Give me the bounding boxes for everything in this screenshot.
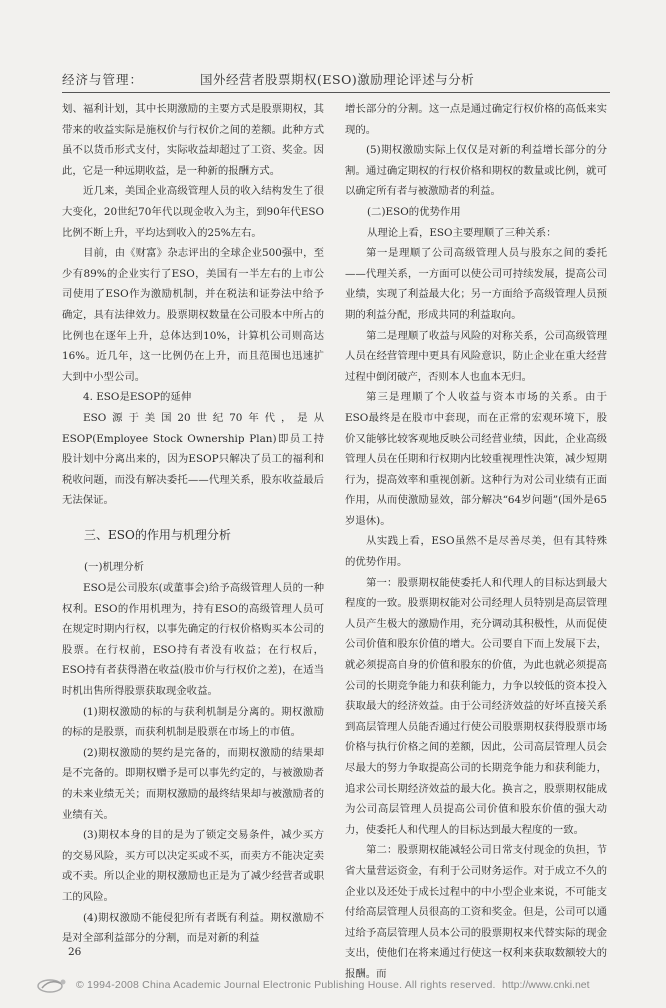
paragraph: 第二是理顺了收益与风险的对称关系，公司高级管理人员在经营管理中更具有风险意识，防止企业在重大经营过程中倒闭破产，否则本人也血本无归。 bbox=[345, 329, 607, 383]
paragraph: 目前，由《财富》杂志评出的全球企业500强中，至少有89%的企业实行了ESO，美国有一半左右的上市公司使用了ESO作为激励机制，并在税法和证券法中给予确定，具有法律效力。股票期权数量在公司股本中所占的比例也在逐年上升，总体达到10%，计算机公司则高达16%。近几年，这一比例仍在上升，而且范围也迅速扩大到中小型公司。 bbox=[62, 247, 324, 383]
cnki-link[interactable]: http://www.cnki.net bbox=[502, 979, 590, 991]
paragraph: 第一：股票期权能使委托人和代理人的目标达到最大程度的一致。股票期权能对公司经理人员特别是高层管理人员产生极大的激励作用，充分调动其积极性，从而促使公司价值和股东价值的增大。公司要自下而上发展下去，就必须提高自身的价值和股东的价值，为此也就必须提高公司的长期竞争能力和获利能力，力争以较低的资本投入获取最大的经济效益。由于公司经济效益的好坏直接关系到高层管理人员能否通过行使公司股票期权获得股票市场价格与执行价格之间的差额，因此，公司高层管理人员会尽最大的努力争取提高公司的长期竞争能力和获利能力，追求公司长期经济效益的最大化。换言之，股票期权能成为公司高层管理人员提高公司价值和股东价值的强大动力，使委托人和代理人的目标达到最大程度的一致。 bbox=[345, 576, 607, 836]
paragraph: (3)期权本身的目的是为了锁定交易条件，减少买方的交易风险，买方可以决定买或不买，而卖方不能决定卖或不卖。所以企业的期权激励也正是为了减少经营者或职工的风险。 bbox=[62, 829, 324, 903]
paragraph: (2)期权激励的契约是完备的，而期权激励的结果却是不完备的。即期权赠予是可以事先约定的，与被激励者的未来业绩无关；而期权激励的最终结果却与被激励者的业绩有关。 bbox=[62, 746, 324, 821]
right-column bbox=[345, 99, 607, 985]
subsection-heading: (二)ESO的优势作用 bbox=[367, 205, 461, 218]
paragraph: (1)期权激励的标的与获利机制是分离的。期权激励的标的是股票，而获利机制是股票在市场上的市值。 bbox=[62, 705, 324, 739]
subsection-heading: 从理论上看，ESO主要理顺了三种关系： bbox=[367, 226, 557, 239]
paragraph: 增长部分的分割。这一点是通过确定行权价格的高低来实现的。 bbox=[345, 103, 607, 136]
paragraph: ESO源于美国20世纪70年代，是从ESOP(Employee Stock Ownership Plan)即员工持股计划中分离出来的，因为ESOP只解决了员工的福利和税收问题，而没有解决委托——代理关系，股东收益最后无法保证。 bbox=[62, 411, 324, 507]
paragraph: 第三是理顺了个人收益与资本市场的关系。由于ESO最终是在股市中套现，而在正常的宏观环境下，股价又能够比较客观地反映公司经营业绩，因此，企业高级管理人员在任期和行权期内比较重视理性决策，减少短期行为，提高效率和重视创新。这种行为对公司业绩有正面作用，从而使激励显效，部分解决“64岁问题”(国外是65岁退休)。 bbox=[345, 391, 607, 527]
running-header bbox=[62, 66, 610, 93]
subsection-heading: 4. ESO是ESOP的延伸 bbox=[83, 391, 192, 404]
page-number: 26 bbox=[68, 946, 82, 958]
left-column bbox=[62, 99, 324, 949]
paragraph: 近几来，美国企业高级管理人员的收入结构发生了很大变化，20世纪70年代以现金收入为主，到90年代ESO比例不断上升，平均达到收入的25%左右。 bbox=[62, 185, 324, 239]
paragraph: ESO是公司股东(或董事会)给予高级管理人员的一种权利。ESO的作用机理为，持有ESO的高级管理人员可在规定时期内行权，以事先确定的行权价格购买本公司的股票。在行权前，ESO持有者没有收益；在行权后，ESO持有者获得潜在收益(股市价与行权价之差)，在适当时机出售所得股票获取现金收益。 bbox=[62, 582, 324, 698]
paragraph: 第一是理顺了公司高级管理人员与股东之间的委托——代理关系，一方面可以使公司可持续发展，提高公司业绩，实现了利益最大化；另一方面给予高级管理人员预期的利益分配，形成共同的利益取向。 bbox=[345, 247, 607, 321]
paragraph: 划、福利计划，其中长期激励的主要方式是股票期权，其带来的收益实际是施权价与行权价之间的差额。此种方式虽不以货币形式支付，实际收益却超过了工资、奖金。因此，它是一种远期收益，是一种新的报酬方式。 bbox=[62, 103, 324, 177]
footer bbox=[36, 975, 616, 997]
subsection-heading: (一)机理分析 bbox=[84, 561, 145, 574]
article-title: 国外经营者股票期权(ESO)激励理论评述与分析 bbox=[200, 72, 475, 87]
paragraph: (4)期权激励不能侵犯所有者既有利益。期权激励不是对全部利益部分的分割，而是对新的利益 bbox=[62, 911, 324, 945]
paragraph: (5)期权激励实际上仅仅是对新的利益增长部分的分割。通过确定期权的行权价格和期权的数量或比例，就可以确定所有者与被激励者的利益。 bbox=[345, 144, 607, 198]
paragraph: 第二：股票期权能减轻公司日常支付现金的负担，节省大量营运资金，有利于公司财务运作。对于成立不久的企业以及还处于成长过程中的中小型企业来说，不可能支付给高层管理人员很高的工资和奖金。但是，公司可以通过给予高层管理人员本公司的股票期权来代替实际的现金支出，使他们在将来通过行使这一权利来获取数额较大的报酬。而 bbox=[345, 844, 607, 980]
section-heading: 三、ESO的作用与机理分析 bbox=[84, 527, 231, 542]
copyright-notice: © 1994-2008 China Academic Journal Electronic Publishing House. All rights reserved. bbox=[76, 979, 496, 991]
journal-name: 经济与管理： bbox=[62, 72, 144, 87]
cnki-logo-icon bbox=[36, 976, 70, 994]
paragraph: 从实践上看，ESO虽然不是尽善尽美，但有其特殊的优势作用。 bbox=[345, 535, 607, 569]
